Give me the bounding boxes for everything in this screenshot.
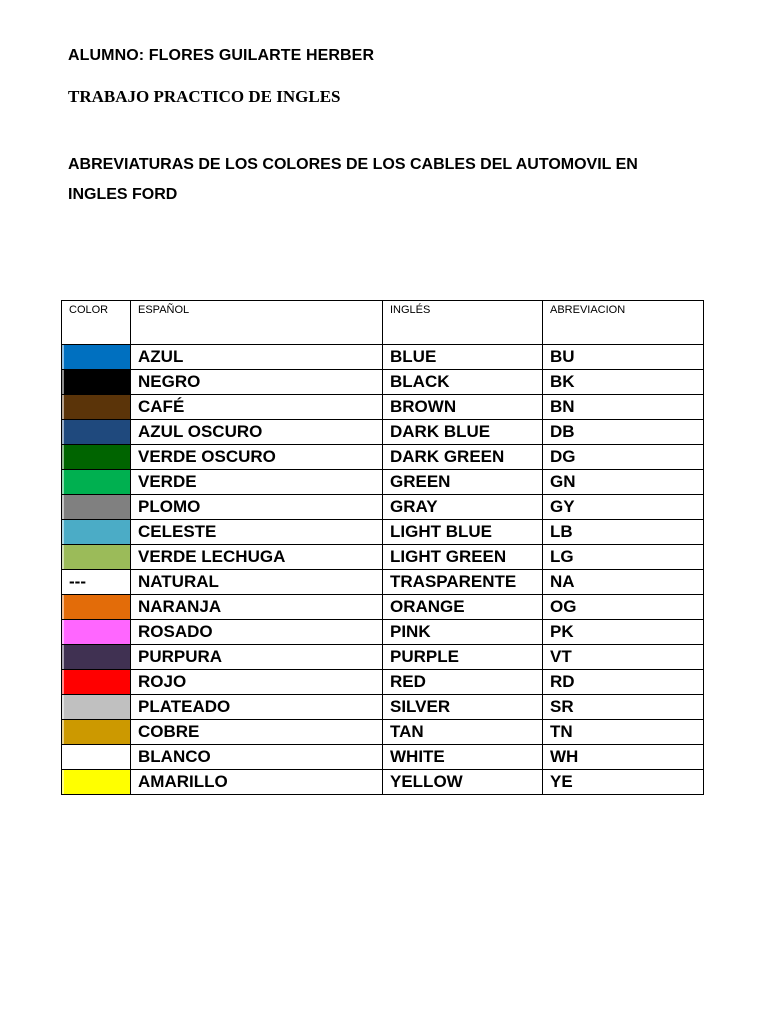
abbreviation-cell: BN xyxy=(543,395,704,420)
spanish-name-cell: NEGRO xyxy=(131,370,383,395)
abbreviation-cell: NA xyxy=(543,570,704,595)
color-swatch-cell xyxy=(62,370,131,395)
table-row xyxy=(62,420,704,445)
spanish-name-cell: CELESTE xyxy=(131,520,383,545)
color-swatch xyxy=(62,545,130,569)
table-row xyxy=(62,670,704,695)
table-row xyxy=(62,720,704,745)
color-swatch xyxy=(62,695,130,719)
table-row xyxy=(62,770,704,795)
spanish-name-cell: CAFÉ xyxy=(131,395,383,420)
table-body xyxy=(62,345,704,795)
color-swatch-cell xyxy=(62,495,131,520)
table-row xyxy=(62,620,704,645)
table-header-row xyxy=(62,301,704,345)
color-swatch xyxy=(62,720,130,744)
spanish-name-cell: PLATEADO xyxy=(131,695,383,720)
color-swatch xyxy=(62,670,130,694)
color-abbreviation-table xyxy=(61,300,704,795)
header-spanish: ESPAÑOL xyxy=(131,301,383,345)
abbreviation-cell: BU xyxy=(543,345,704,370)
color-swatch xyxy=(62,420,130,444)
color-swatch-cell xyxy=(62,545,131,570)
color-swatch xyxy=(62,495,130,519)
color-swatch-cell xyxy=(62,595,131,620)
table-row xyxy=(62,645,704,670)
table-row xyxy=(62,370,704,395)
spanish-name-cell: VERDE LECHUGA xyxy=(131,545,383,570)
table-row xyxy=(62,495,704,520)
color-swatch-cell xyxy=(62,570,131,595)
english-name-cell: WHITE xyxy=(383,745,543,770)
english-name-cell: GREEN xyxy=(383,470,543,495)
header-abbreviation: ABREVIACION xyxy=(543,301,704,345)
color-swatch xyxy=(62,520,130,544)
english-name-cell: GRAY xyxy=(383,495,543,520)
color-swatch-cell xyxy=(62,470,131,495)
color-swatch xyxy=(62,470,130,494)
abbreviation-cell: TN xyxy=(543,720,704,745)
spanish-name-cell: VERDE xyxy=(131,470,383,495)
color-swatch-cell xyxy=(62,720,131,745)
table-row xyxy=(62,445,704,470)
color-swatch xyxy=(62,620,130,644)
english-name-cell: TAN xyxy=(383,720,543,745)
color-swatch-cell xyxy=(62,395,131,420)
english-name-cell: DARK GREEN xyxy=(383,445,543,470)
table-row xyxy=(62,695,704,720)
abbreviation-cell: GN xyxy=(543,470,704,495)
spanish-name-cell: AMARILLO xyxy=(131,770,383,795)
student-name-line: ALUMNO: FLORES GUILARTE HERBER xyxy=(68,47,375,64)
abbreviation-cell: LG xyxy=(543,545,704,570)
table-row xyxy=(62,745,704,770)
color-swatch-cell xyxy=(62,745,131,770)
spanish-name-cell: PURPURA xyxy=(131,645,383,670)
english-name-cell: BLACK xyxy=(383,370,543,395)
abbreviation-cell: SR xyxy=(543,695,704,720)
color-swatch-cell xyxy=(62,770,131,795)
abbreviation-cell: OG xyxy=(543,595,704,620)
abbreviation-cell: DG xyxy=(543,445,704,470)
english-name-cell: PINK xyxy=(383,620,543,645)
table-row xyxy=(62,470,704,495)
color-swatch xyxy=(62,645,130,669)
spanish-name-cell: NARANJA xyxy=(131,595,383,620)
table-row xyxy=(62,595,704,620)
color-swatch xyxy=(62,745,130,769)
color-swatch xyxy=(62,770,130,794)
abbreviation-cell: LB xyxy=(543,520,704,545)
color-swatch xyxy=(62,595,130,619)
table-row xyxy=(62,520,704,545)
spanish-name-cell: BLANCO xyxy=(131,745,383,770)
color-swatch xyxy=(62,395,130,419)
color-swatch-cell xyxy=(62,695,131,720)
table-row xyxy=(62,345,704,370)
english-name-cell: ORANGE xyxy=(383,595,543,620)
color-swatch-cell xyxy=(62,645,131,670)
abbreviation-cell: VT xyxy=(543,645,704,670)
abbreviation-cell: DB xyxy=(543,420,704,445)
spanish-name-cell: PLOMO xyxy=(131,495,383,520)
english-name-cell: PURPLE xyxy=(383,645,543,670)
english-name-cell: RED xyxy=(383,670,543,695)
abbreviation-cell: RD xyxy=(543,670,704,695)
abbreviation-cell: WH xyxy=(543,745,704,770)
english-name-cell: SILVER xyxy=(383,695,543,720)
work-title: TRABAJO PRACTICO DE INGLES xyxy=(68,87,341,106)
color-swatch-cell xyxy=(62,420,131,445)
english-name-cell: DARK BLUE xyxy=(383,420,543,445)
header-color: COLOR xyxy=(62,301,131,345)
spanish-name-cell: AZUL OSCURO xyxy=(131,420,383,445)
abbreviation-cell: PK xyxy=(543,620,704,645)
color-swatch-cell xyxy=(62,670,131,695)
abbreviation-cell: GY xyxy=(543,495,704,520)
spanish-name-cell: ROJO xyxy=(131,670,383,695)
spanish-name-cell: NATURAL xyxy=(131,570,383,595)
table-row xyxy=(62,395,704,420)
table-row xyxy=(62,545,704,570)
color-swatch-cell xyxy=(62,345,131,370)
document-heading: ABREVIATURAS DE LOS COLORES DE LOS CABLES DEL AUTOMOVIL EN INGLES FORD xyxy=(68,156,638,203)
abbreviation-cell: BK xyxy=(543,370,704,395)
english-name-cell: BLUE xyxy=(383,345,543,370)
abbreviation-cell: YE xyxy=(543,770,704,795)
color-swatch-cell xyxy=(62,620,131,645)
english-name-cell: LIGHT GREEN xyxy=(383,545,543,570)
color-swatch-cell xyxy=(62,445,131,470)
color-swatch xyxy=(62,370,130,394)
spanish-name-cell: AZUL xyxy=(131,345,383,370)
spanish-name-cell: ROSADO xyxy=(131,620,383,645)
color-swatch-cell xyxy=(62,520,131,545)
header-english: INGLÉS xyxy=(383,301,543,345)
color-swatch xyxy=(62,445,130,469)
english-name-cell: TRASPARENTE xyxy=(383,570,543,595)
english-name-cell: YELLOW xyxy=(383,770,543,795)
table-row xyxy=(62,570,704,595)
spanish-name-cell: COBRE xyxy=(131,720,383,745)
english-name-cell: BROWN xyxy=(383,395,543,420)
english-name-cell: LIGHT BLUE xyxy=(383,520,543,545)
color-swatch-text: --- xyxy=(69,572,86,591)
color-swatch xyxy=(62,345,130,369)
spanish-name-cell: VERDE OSCURO xyxy=(131,445,383,470)
